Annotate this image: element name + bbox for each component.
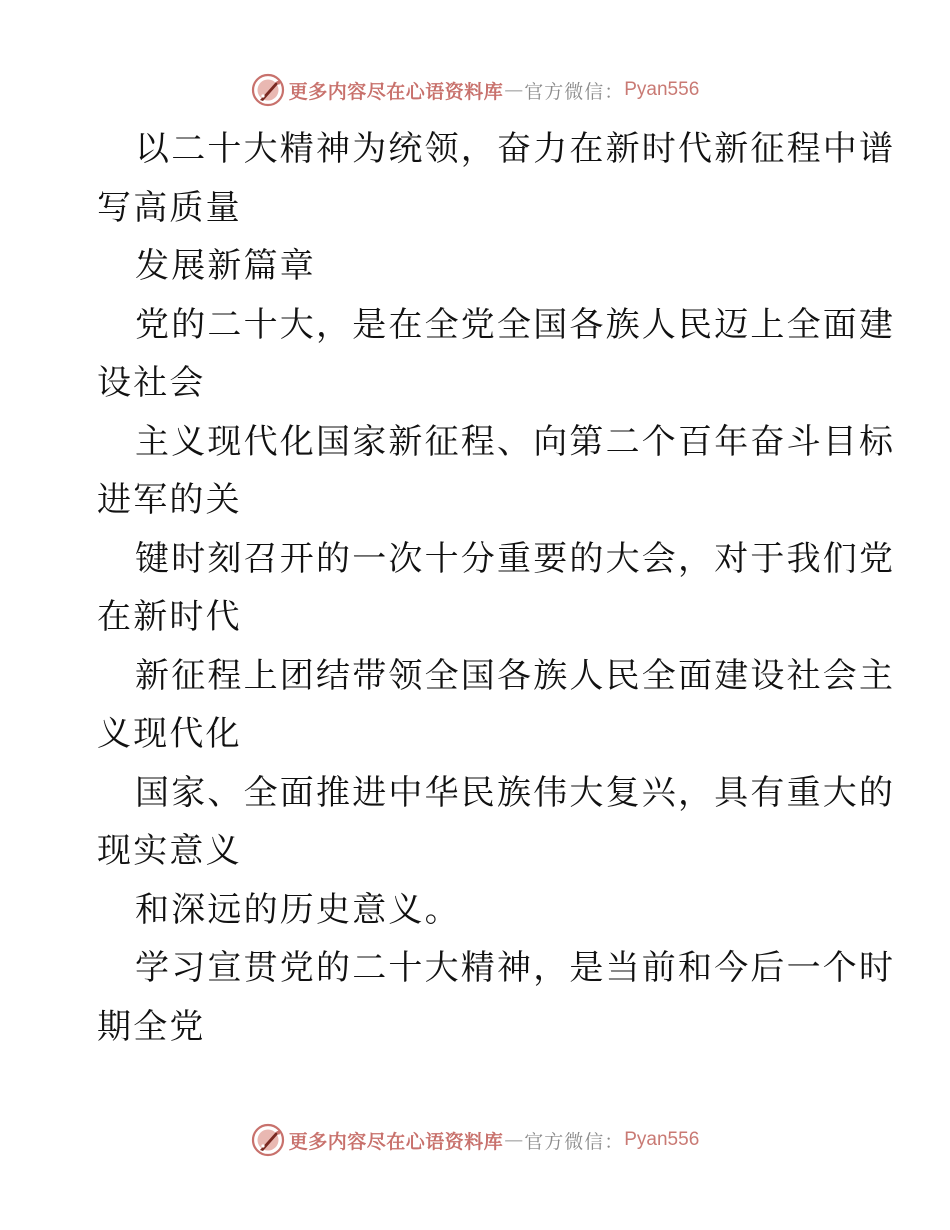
body-line: 国家、全面推进中华民族伟大复兴，具有重大的 bbox=[135, 772, 896, 813]
body-line: 学习宣贯党的二十大精神，是当前和今后一个时 bbox=[135, 948, 896, 988]
body-line: 写高质量 bbox=[97, 187, 242, 228]
header-official-label: 官方微信： bbox=[524, 80, 625, 103]
footer-slogan: 更多内容尽在心语资料库 bbox=[288, 1130, 504, 1153]
body-line: 主义现代化国家新征程、向第二个百年奋斗目标 bbox=[135, 421, 896, 462]
body-line: 和深远的历史意义。 bbox=[135, 889, 461, 930]
body-line: 进军的关 bbox=[97, 480, 242, 520]
footer-banner bbox=[0, 1120, 950, 1160]
body-line: 设社会 bbox=[97, 363, 206, 403]
document-body bbox=[97, 120, 896, 1056]
body-line: 现实意义 bbox=[97, 831, 242, 871]
body-line: 键时刻召开的一次十分重要的大会，对于我们党 bbox=[135, 538, 896, 579]
body-line: 期全党 bbox=[97, 1006, 206, 1047]
header-banner bbox=[0, 70, 950, 110]
header-wechat-id: Pyan556 bbox=[624, 79, 700, 100]
quill-logo-icon bbox=[251, 73, 285, 107]
header-slogan: 更多内容尽在心语资料库 bbox=[288, 80, 504, 103]
header-dash: — bbox=[504, 79, 524, 101]
body-line: 在新时代 bbox=[97, 597, 242, 637]
body-line: 发展新篇章 bbox=[135, 246, 316, 286]
body-line: 以二十大精神为统领，奋力在新时代新征程中谱 bbox=[135, 129, 896, 169]
body-line: 新征程上团结带领全国各族人民全面建设社会主 bbox=[135, 655, 896, 696]
body-line: 党的二十大，是在全党全国各族人民迈上全面建 bbox=[135, 304, 896, 345]
quill-logo-icon bbox=[251, 1123, 285, 1157]
footer-dash: — bbox=[504, 1129, 524, 1151]
footer-wechat-id: Pyan556 bbox=[624, 1129, 700, 1150]
footer-official-label: 官方微信： bbox=[524, 1130, 625, 1153]
body-line: 义现代化 bbox=[97, 714, 242, 754]
